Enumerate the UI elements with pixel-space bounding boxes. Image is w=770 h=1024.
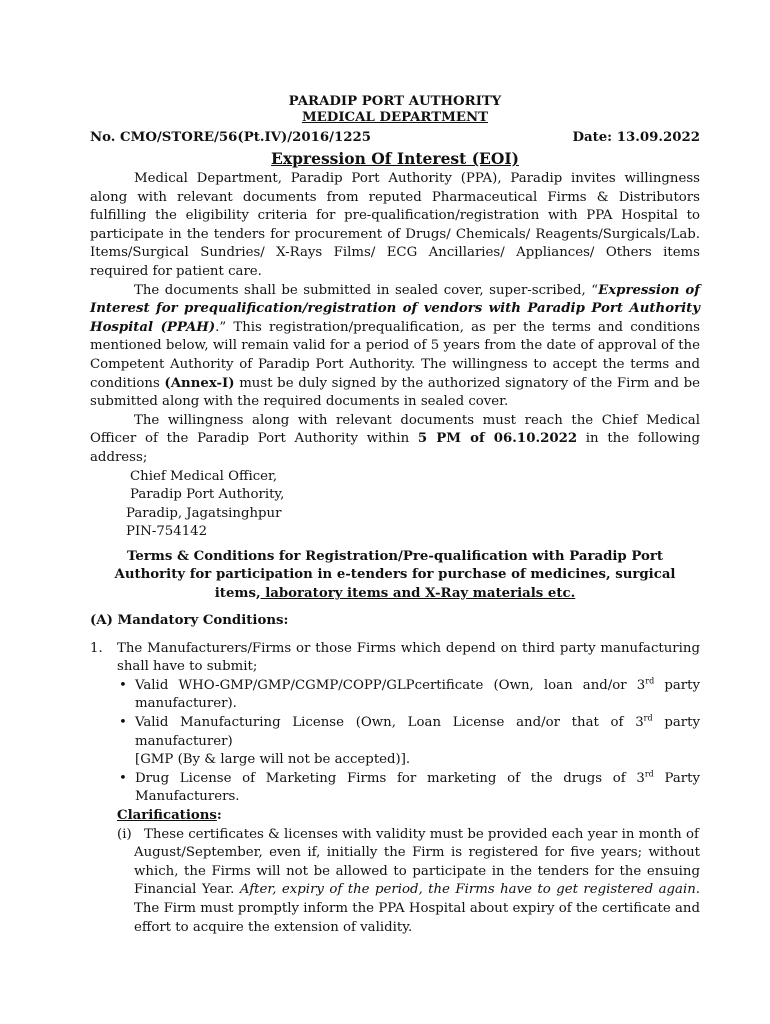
section-mandatory-conditions: (A) Mandatory Conditions: xyxy=(90,612,289,628)
org-name: PARADIP PORT AUTHORITY xyxy=(288,94,502,109)
terms-heading: Terms & Conditions for Registration/Pre-qualification with Paradip Port Authority for participation in e-tenders for purchase of medicines, surgical items, laboratory items and X-Ray materials etc. xyxy=(114,548,676,602)
list-item: 1. The Manufacturers/Firms or those Firms which depend on third party manufacturing shall have to submit; • Valid WHO-GMP/GMP/CGMP/COPP/GLPcertificate (Own, loan and/or 3rd party manufacturer). • Valid Manufacturing License (Own, Loan License and/or that of 3rd party manufacturer) [GMP (By & large will not be accepted)]. • Drug License of Marketing Firms for marketing of the drugs of 3rd Party Manufacturers. Clarifications: (i) These certificates & licenses with validity must be provided each year in month of August/September, even if, initially the Firm is registered for five years; without which, the Firms will not be allowed to participate in the tenders for the ensuing Financial Year. After, expiry of the period, the Firms have to get registered again. The Firm must promptly inform the PPA Hospital about expiry of the certificate and effort to acquire the extension of validity. xyxy=(90,640,700,938)
address-line: PIN-754142 xyxy=(126,524,208,540)
superscription-text: Expression of Interest for prequalification/registration of vendors with Paradip Port Authority Hospital (PPAH) xyxy=(90,282,700,335)
list-item: • Valid Manufacturing License (Own, Loan License and/or that of 3rd party manufacturer) [GMP (By & large will not be accepted)]. xyxy=(117,714,700,770)
paragraph-intro: Medical Department, Paradip Port Authority (PPA), Paradip invites willingness along with relevant documents from reputed Pharmaceutical Firms & Distributors fulfilling the eligibility criteria for pre-qualification/registration with PPA Hospital to participate in the tenders for procurement of Drugs/ Chemicals/ Reagents/Surgicals/Lab. Items/Surgical Sundries/ X-Rays Films/ ECG Ancillaries/ Appliances/ Others items required for patient care. xyxy=(90,171,700,279)
dept-name: MEDICAL DEPARTMENT xyxy=(301,110,489,125)
address-line: Chief Medical Officer, xyxy=(130,468,278,484)
address-line: Paradip, Jagatsinghpur xyxy=(126,505,282,521)
document-date: Date: 13.09.2022 xyxy=(572,130,700,145)
address-line: Paradip Port Authority, xyxy=(130,487,285,503)
reference-line xyxy=(90,129,700,147)
requirement-list xyxy=(117,677,700,807)
reference-number: No. CMO/STORE/56(Pt.IV)/2016/1225 xyxy=(90,130,372,145)
annex-ref: (Annex-I) xyxy=(164,375,235,391)
paragraph-deadline: The willingness along with relevant documents must reach the Chief Medical Officer of the Paradip Port Authority within 5 PM of 06.10.2022 in the following address; xyxy=(90,412,700,465)
list-item: • Drug License of Marketing Firms for marketing of the drugs of 3rd Party Manufacturers. xyxy=(117,770,700,807)
paragraph-submission: The documents shall be submitted in sealed cover, super-scribed, “Expression of Interest for prequalification/registration of vendors with Paradip Port Authority Hospital (PPAH).” This registration/prequalification, as per the terms and conditions mentioned below, will remain valid for a period of 5 years from the date of approval of the Competent Authority of Paradip Port Authority. The willingness to accept the terms and conditions (Annex-I) must be duly signed by the authorized signatory of the Firm and be submitted along with the required documents in sealed cover. xyxy=(90,282,700,410)
clarification-item: (i) These certificates & licenses with validity must be provided each year in month of xyxy=(117,826,699,842)
clarification-text: August/September, even if, initially the Firm is registered for five years; without which, the Firms will not be allowed to participate in the tenders for the ensuing Financial Year. After, expiry of the period, the Firms have to get registered again. The Firm must promptly inform the PPA Hospital about expiry of the certificate and effort to acquire the extension of validity. xyxy=(134,845,700,935)
address-block xyxy=(126,468,700,542)
document-page xyxy=(90,94,700,937)
item-text: The Manufacturers/Firms or those Firms which depend on third party manufacturing shall have to submit; xyxy=(117,640,700,675)
document-title: Expression Of Interest (EOI) xyxy=(271,149,519,168)
list-item: • Valid WHO-GMP/GMP/CGMP/COPP/GLPcertificate (Own, loan and/or 3rd party manufacturer). xyxy=(117,677,700,714)
deadline: 5 PM of 06.10.2022 xyxy=(417,431,578,447)
clarifications-heading: Clarifications: xyxy=(117,808,222,823)
